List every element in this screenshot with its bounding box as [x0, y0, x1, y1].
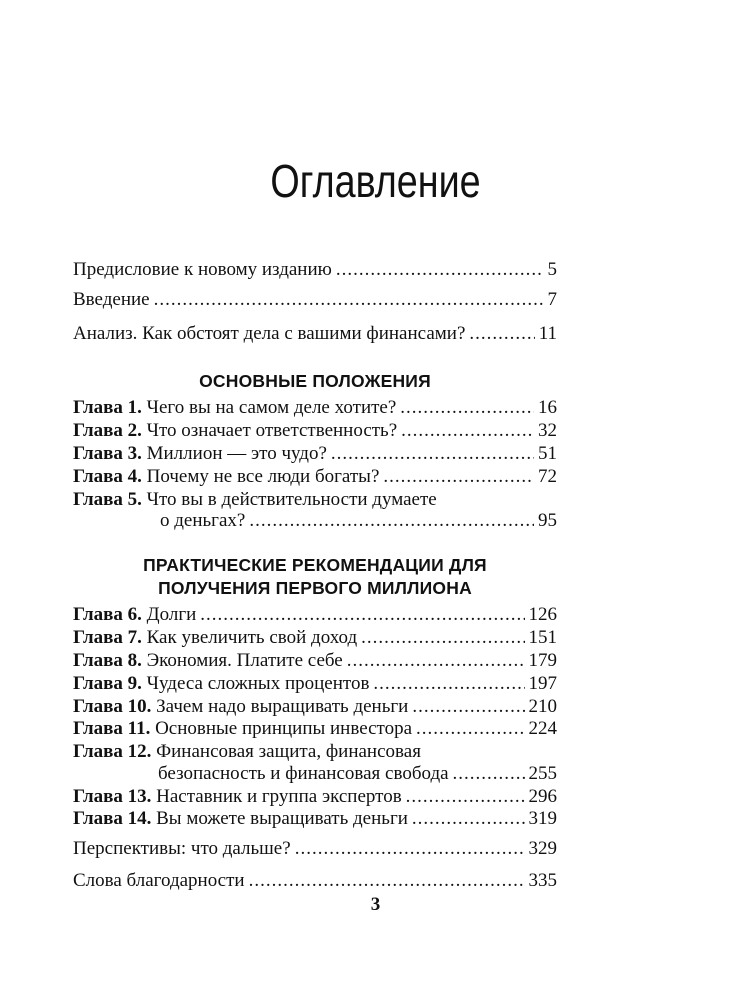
section-heading-practical-line1: ПРАКТИЧЕСКИЕ РЕКОМЕНДАЦИИ ДЛЯ — [143, 555, 487, 575]
toc-leader-dots — [361, 627, 524, 649]
toc-entry-text: Чего вы на самом деле хотите? — [146, 397, 397, 418]
toc-page-number: 210 — [528, 696, 557, 717]
toc-leader-dots — [336, 259, 544, 281]
toc-entry-chapter-13[interactable] — [73, 786, 557, 808]
toc-entry-text: Что означает ответственность? — [146, 420, 398, 441]
toc-leader-dots — [400, 397, 534, 419]
toc-leader-dots — [373, 673, 524, 695]
toc-leader-dots — [412, 696, 524, 718]
toc-entry-acknowledgements[interactable] — [73, 870, 557, 892]
toc-page-number: 296 — [528, 786, 557, 807]
toc-entry-text: Введение — [73, 289, 150, 310]
toc-entry-preface[interactable] — [73, 259, 557, 281]
toc-page-number: 329 — [528, 838, 557, 859]
toc-page-number: 224 — [528, 718, 557, 739]
toc-entry-chapter-14[interactable] — [73, 808, 557, 830]
toc-page-number: 126 — [528, 604, 557, 625]
toc-entry-text: Вы можете выращивать деньги — [156, 808, 408, 829]
toc-page-number: 32 — [538, 420, 557, 441]
toc-entry-text: Перспективы: что дальше? — [73, 838, 291, 859]
chapter-label: Глава 12. — [73, 741, 152, 762]
toc-entry-chapter-2[interactable] — [73, 420, 557, 442]
toc-leader-dots — [347, 650, 525, 672]
toc-entry-introduction[interactable] — [73, 289, 557, 311]
toc-entry-text: Что вы в действительности думаете — [146, 489, 437, 510]
toc-page-number: 72 — [538, 466, 557, 487]
chapter-label: Глава 9. — [73, 673, 142, 694]
toc-leader-dots — [249, 870, 525, 892]
toc-entry-text: Миллион — это чудо? — [146, 443, 327, 464]
toc-entry-text: безопасность и финансовая свобода — [158, 763, 449, 784]
toc-leader-dots — [469, 323, 534, 345]
toc-entry-chapter-8[interactable] — [73, 650, 557, 672]
chapter-label: Глава 3. — [73, 443, 142, 464]
toc-page-number: 16 — [538, 397, 557, 418]
toc-leader-dots — [249, 510, 534, 532]
toc-entry-text: Предисловие к новому изданию — [73, 259, 332, 280]
toc-page-number: 197 — [528, 673, 557, 694]
toc-entry-text: Чудеса сложных процентов — [146, 673, 370, 694]
toc-entry-text: Долги — [146, 604, 197, 625]
toc-entry-chapter-7[interactable] — [73, 627, 557, 649]
toc-entry-perspectives[interactable] — [73, 838, 557, 860]
toc-leader-dots — [331, 443, 534, 465]
toc-leader-dots — [412, 808, 525, 830]
toc-entry-text: Основные принципы инвестора — [155, 718, 413, 739]
toc-leader-dots — [200, 604, 524, 626]
toc-entry-chapter-6[interactable] — [73, 604, 557, 626]
toc-page-number: 255 — [528, 763, 557, 784]
toc-entry-text: Наставник и группа экспертов — [156, 786, 402, 807]
toc-page-number: 151 — [528, 627, 557, 648]
toc-leader-dots — [295, 838, 525, 860]
toc-page-number: 5 — [547, 259, 557, 280]
toc-page-number: 179 — [528, 650, 557, 671]
toc-entry-chapter-5[interactable] — [73, 489, 557, 511]
chapter-label: Глава 14. — [73, 808, 152, 829]
chapter-label: Глава 8. — [73, 650, 142, 671]
toc-entry-text: о деньгах? — [160, 510, 246, 531]
toc-page-number: 11 — [538, 323, 557, 344]
toc-entry-chapter-12[interactable] — [73, 741, 557, 763]
toc-page-number: 95 — [538, 510, 557, 531]
toc-leader-dots — [154, 289, 544, 311]
toc-entry-text: Зачем надо выращивать деньги — [156, 696, 409, 717]
chapter-label: Глава 6. — [73, 604, 142, 625]
section-heading-basics: ОСНОВНЫЕ ПОЛОЖЕНИЯ — [199, 371, 431, 391]
chapter-label: Глава 7. — [73, 627, 142, 648]
toc-entry-chapter-12-continued[interactable] — [158, 763, 557, 785]
chapter-label: Глава 13. — [73, 786, 152, 807]
page-number: 3 — [370, 894, 381, 915]
chapter-label: Глава 10. — [73, 696, 152, 717]
toc-leader-dots — [383, 466, 534, 488]
toc-entry-chapter-11[interactable] — [73, 718, 557, 740]
toc-leader-dots — [453, 763, 525, 785]
toc-entry-text: Экономия. Платите себе — [146, 650, 343, 671]
toc-entry-text: Финансовая защита, финансовая — [156, 741, 421, 762]
toc-entry-text: Слова благодарности — [73, 870, 245, 891]
toc-page-number: 319 — [528, 808, 557, 829]
toc-entry-text: Почему не все люди богаты? — [146, 466, 380, 487]
toc-entry-chapter-3[interactable] — [73, 443, 557, 465]
toc-page-number: 335 — [528, 870, 557, 891]
toc-leader-dots — [401, 420, 534, 442]
toc-entry-analysis[interactable] — [73, 323, 557, 345]
toc-entry-text: Как увеличить свой доход — [146, 627, 358, 648]
toc-entry-chapter-10[interactable] — [73, 696, 557, 718]
toc-entry-text: Анализ. Как обстоят дела с вашими финансами? — [73, 323, 466, 344]
toc-leader-dots — [416, 718, 524, 740]
toc-leader-dots — [406, 786, 525, 808]
chapter-label: Глава 4. — [73, 466, 142, 487]
toc-entry-chapter-1[interactable] — [73, 397, 557, 419]
toc-page-number: 7 — [547, 289, 557, 310]
page-title: Оглавление — [270, 155, 481, 207]
chapter-label: Глава 1. — [73, 397, 142, 418]
toc-entry-chapter-4[interactable] — [73, 466, 557, 488]
toc-entry-chapter-9[interactable] — [73, 673, 557, 695]
chapter-label: Глава 2. — [73, 420, 142, 441]
toc-page-number: 51 — [538, 443, 557, 464]
chapter-label: Глава 5. — [73, 489, 142, 510]
chapter-label: Глава 11. — [73, 718, 151, 739]
toc-entry-chapter-5-continued[interactable] — [160, 510, 557, 532]
section-heading-practical-line2: ПОЛУЧЕНИЯ ПЕРВОГО МИЛЛИОНА — [158, 578, 472, 598]
